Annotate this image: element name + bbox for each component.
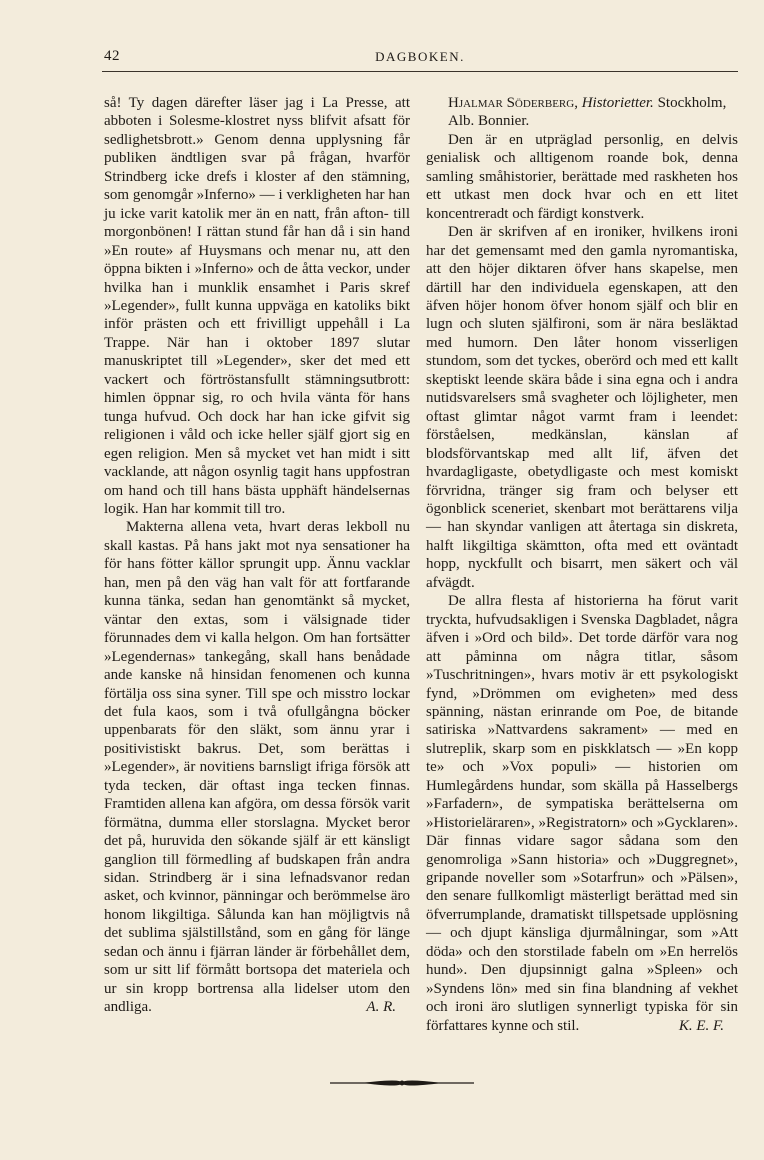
review-signature: K. E. F. [678, 1017, 724, 1034]
review-paragraph-3-text: De allra flesta af historierna ha förut varit tryckta, hufvudsakligen i Svenska Dagbladet, några äfven i »Ord och bild». Det torde därför vara nog att påminna om några titlar, såsom »Tuschritningen», hvars motiv är ett psykologiskt fynd, »Drömmen om evigheten» med dess spänning, nästan erinrande om Poe, de bitande satiriska »Nattvardens sakrament» — med en slutreplik, skarp som en piskklatsch — »En kopp te» och »Vox populi» — historien om Humlegårdens hundar, som skälla på Hasselbergs »Farfadern», de sympatiska berättelserna om »Historieläraren», »Registratorn» och »Gycklaren». Där finnas vidare sagor sådana som den genomroliga »Sann historia» och »Duggregnet», gripande noveller som »Sotarfrun» och »Pälsen», den senare fullkomligt mästerligt berättad med sin öfverrumplande, dramatiskt tillspetsade upplösning — och djupt känsliga djurmålningar, som »Att döda» och den storstilade fabeln om »En herrelös hund». Den djupsinnigt galna »Spleen» och »Syndens lön» med sin fina blandning af vekhet och ironi äro slutligen synnerligt typiska för sin författares kynne och stil. [426, 593, 738, 1034]
review-paragraph-1: Den är en utpräglad personlig, en delvis genialisk och alltigenom roande bok, denna samling småhistorier, berättade med raskheten hos ett utkast men dock hvar och en ett litet koncentreradt och färdigt konstverk. [426, 131, 738, 222]
article-paragraph-2 [104, 518, 410, 1016]
review-title: Historietter. [581, 95, 654, 111]
review-heading: Hjalmar Söderberg, Historietter. Stockholm, Alb. Bonnier. [448, 95, 727, 130]
right-column [426, 94, 738, 1035]
left-column [104, 94, 410, 1017]
header-rule [102, 71, 738, 72]
review-paragraph-2: Den är skrifven af en ironiker, hvilkens ironi har det gemensamt med den gamla nyromantiska, att den höjer diktaren öfver hans skapelse, men därtill har den individuela egenskapen, att den äfven höjer honom öfver honom själf och blir en lugn och sluten själfironi, som är nära besläktad med humorn. Den låter honom visserligen stundom, som det tyckes, oberörd och med ett kallt skeptiskt leende skära både i sina egna och i andra nutidsvarelsers små svagheter och löjligheter, men oftast glimtar något varmt fram i leendet: förståelsen, medkänslan, känslan af blodsförvantskap med allt lif, äfven det hvardagligaste, obetydligaste och mest komiskt förvridna, tränger sig fram och belyser ett ögonblick sceneriet, skenbart mot berättarens vilja — han skyndar vanligen att återtaga sin diskreta, halft likgiltiga skämtton, ofta med ett oväntadt hopp, nyckfullt och bisarrt, men säkert och väl afvägdt. [426, 224, 738, 591]
article-signature: A. R. [366, 999, 396, 1016]
article-paragraph-1: så! Ty dagen därefter läser jag i La Presse, att abboten i Solesme-klostret nyss blifvit afsatt för sedlighetsbrott.» Genom denna upplysning får publiken ändtligen svar på frågan, hvarför Strindberg icke drefs i kloster af den stämning, som genomgår »Inferno» — i verkligheten har han ju icke varit katolik mer än en natt, från afton- till morgonbönen! I rättan stund får han då i sin hand »En route» af Huysmans och menar nu, att den öppna bikten i »Inferno» och de åtta veckor, under hvilka han i munklik ensamhet i Paris skref »Legender», fullt kunna uppväga en katoliks bikt inför prästen och ett frivilligt uppehåll i La Trappe. När han i oktober 1897 slutar manuskriptet till »Legender», sker det med ett vackert och förtröstansfullt stämningsutbrott: himlen öppnar sig, ro och hvila vänta för hans tunga hufvud. Och dock har han icke gifvit sig religionen i våld och icke heller själf gjort sig en egen religion. Men så mycket vet han midt i sitt vacklande, att någon osynlig tagit hans uppfostran om hand och till hans bästa upphäft händelsernas logik. Han har kommit till tro. [104, 95, 410, 517]
end-ornament [0, 1078, 764, 1088]
page-header [104, 48, 736, 70]
article-paragraph-2-text: Makterna allena veta, hvart deras lekboll nu skall kastas. På hans jakt mot nya sensationer ha för hans fötter källor sprungit upp. Ännu vacklar han, men på den väg han valt för att fortfarande kunna tänka, sedan han genomtänkt så mycket, väntar den extas, som i välsignade tider förunnades dem vi kalla helgon. Om han fortsätter »Legendernas» tankegång, skall hans benådade ande kanske nå hinsidan fenomenen och kunna förtälja oss sina syner. Till spe och misstro lockar det fula kaos, som i två ofullgångna böcker uppenbarats för den släkt, som ännu yrar i positivistiskt bakrus. Det, som berättas i »Legender», är novitiens barnsligt ifriga försök att tyda tecken, där oftast inga tecken finnas. Framtiden allena kan afgöra, om dessa försök varit förmätna, dumma eller storslagna. Mycket beror det på, huruvida den sökande själf är ett känsligt ganglion till förmedling af budskapen från andra sidan. Strindberg är i sina lefnadsvanor redan asket, och kvinnor, pänningar och berömmelse äro honom likgiltiga. Sålunda kan han möjligtvis nå det sublima själstillstånd, som en gång för länge sedan och ännu i fjärran länder är förbehållet dem, som ur sitt lif förmått bortsopa det materiela och ur sin kropp bortrensa alla lidelser utom den andliga. [104, 519, 410, 1016]
page-number: 42 [104, 48, 120, 64]
review-publisher: Stockholm, Alb. Bonnier. [448, 95, 727, 130]
review-author: Hjalmar Söderberg [448, 95, 575, 111]
review-paragraph-3 [426, 592, 738, 1035]
running-title: DAGBOKEN. [375, 49, 465, 64]
